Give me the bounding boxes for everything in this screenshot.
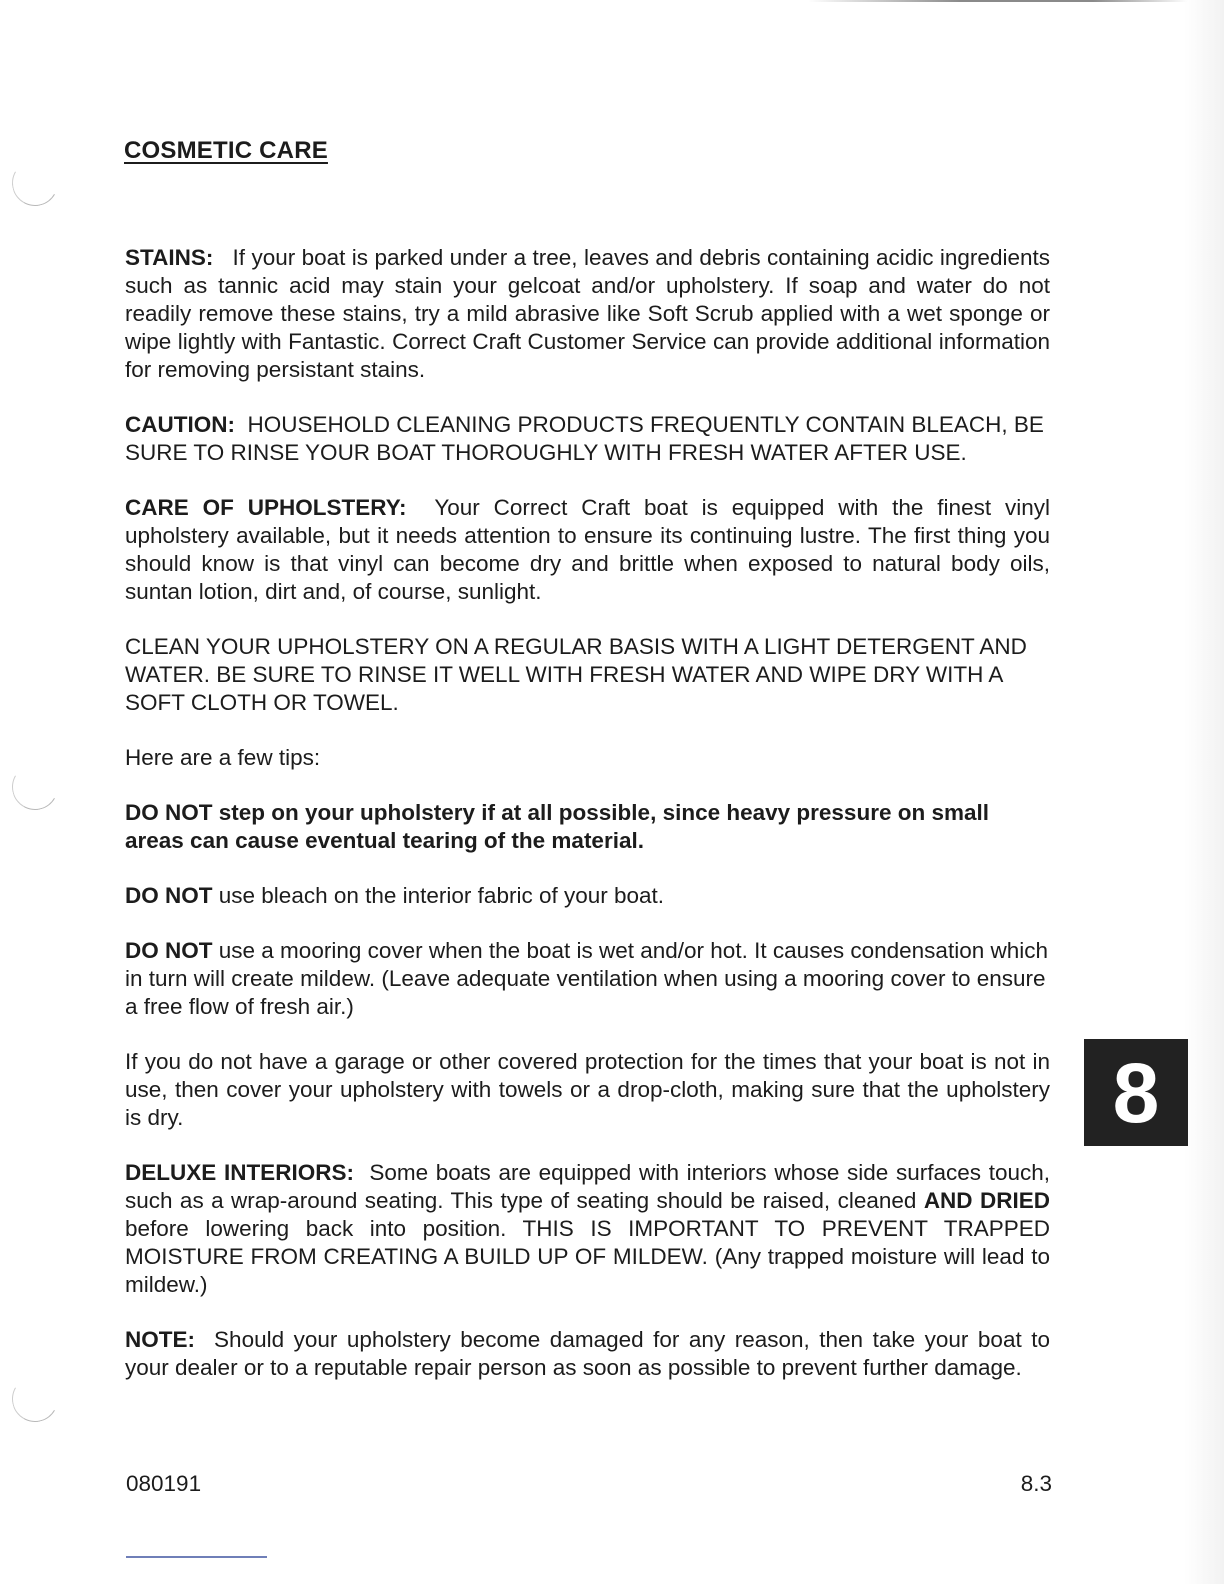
deluxe-bold: AND DRIED: [923, 1188, 1050, 1213]
do-not-label: DO NOT: [125, 883, 213, 908]
page-number: 8.3: [1020, 1471, 1052, 1496]
scan-edge-line: [808, 0, 1188, 2]
chapter-tab: 8: [1084, 1039, 1188, 1146]
upholstery-text: Your Correct Craft boat is equipped with the finest vinyl upholstery available, but it needs attention to ensure its continuing lustre. The first thing you should know is that vinyl can become dry and brittle when exposed to natural body oils, suntan lotion, dirt and, of course, sunlight.: [125, 495, 1050, 604]
footer-code: 080191: [126, 1471, 202, 1496]
deluxe-text-2: before lowering back into position. THIS IS IMPORTANT TO PREVENT TRAPPED MOISTURE FROM CREATING A BUILD UP OF MILDEW. (Any trapped moisture will lead to mildew.): [125, 1216, 1050, 1297]
deluxe-paragraph: [125, 1159, 1050, 1299]
caution-label: CAUTION:: [125, 412, 235, 437]
tip-bleach-text: use bleach on the interior fabric of your boat.: [218, 883, 665, 908]
page-edge-shade: [1184, 0, 1224, 1584]
binder-hole: [7, 759, 63, 815]
stains-paragraph: [125, 244, 1050, 384]
tip-do-not-step: DO NOT step on your upholstery if at all possible, since heavy pressure on small areas can cause eventual tearing of the material.: [125, 800, 989, 853]
caution-text: HOUSEHOLD CLEANING PRODUCTS FREQUENTLY CONTAIN BLEACH, BE SURE TO RINSE YOUR BOAT THOROUGHLY WITH FRESH WATER AFTER USE.: [125, 412, 1044, 465]
do-not-label: DO NOT: [125, 938, 213, 963]
deluxe-label: DELUXE INTERIORS:: [125, 1160, 354, 1185]
caution-paragraph: [125, 411, 1050, 467]
stains-label: STAINS:: [125, 245, 214, 270]
tips-intro: Here are a few tips:: [125, 745, 321, 770]
clean-paragraph: CLEAN YOUR UPHOLSTERY ON A REGULAR BASIS WITH A LIGHT DETERGENT AND WATER. BE SURE TO RINSE IT WELL WITH FRESH WATER AND WIPE DRY WITH A SOFT CLOTH OR TOWEL.: [125, 634, 1027, 715]
tip-bleach: [125, 882, 1050, 910]
stains-text: If your boat is parked under a tree, leaves and debris containing acidic ingredients such as tannic acid may stain your gelcoat and/or upholstery. If soap and water do not readily remove these stains, try a mild abrasive like Soft Scrub applied with a wet sponge or wipe lightly with Fantastic. Correct Craft Customer Service can provide additional information for removing persistant stains.: [125, 245, 1050, 382]
upholstery-paragraph: [125, 494, 1050, 606]
page-title: COSMETIC CARE: [124, 137, 328, 164]
scan-edge-line: [126, 1556, 267, 1558]
note-paragraph: [125, 1326, 1050, 1382]
document-body: [125, 244, 1050, 1409]
deluxe-text-1: Some boats are equipped with interiors whose side surfaces touch, such as a wrap-around seating. This type of seating should be raised, cleaned: [125, 1160, 1050, 1213]
tip-mooring-cover: [125, 937, 1050, 1021]
binder-hole: [7, 155, 63, 211]
note-text: Should your upholstery become damaged for any reason, then take your boat to your dealer or to a reputable repair person as soon as possible to prevent further damage.: [125, 1327, 1050, 1380]
tip-mooring-text: use a mooring cover when the boat is wet and/or hot. It causes condensation which in turn will create mildew. (Leave adequate ventilation when using a mooring cover to ensure a free flow of fresh air.): [125, 938, 1049, 1019]
upholstery-label: CARE OF UPHOLSTERY:: [125, 495, 407, 520]
note-label: NOTE:: [125, 1327, 195, 1352]
garage-paragraph: If you do not have a garage or other covered protection for the times that your boat is not in use, then cover your upholstery with towels or a drop-cloth, making sure that the upholstery is dry.: [125, 1049, 1050, 1130]
binder-hole: [7, 1371, 63, 1427]
